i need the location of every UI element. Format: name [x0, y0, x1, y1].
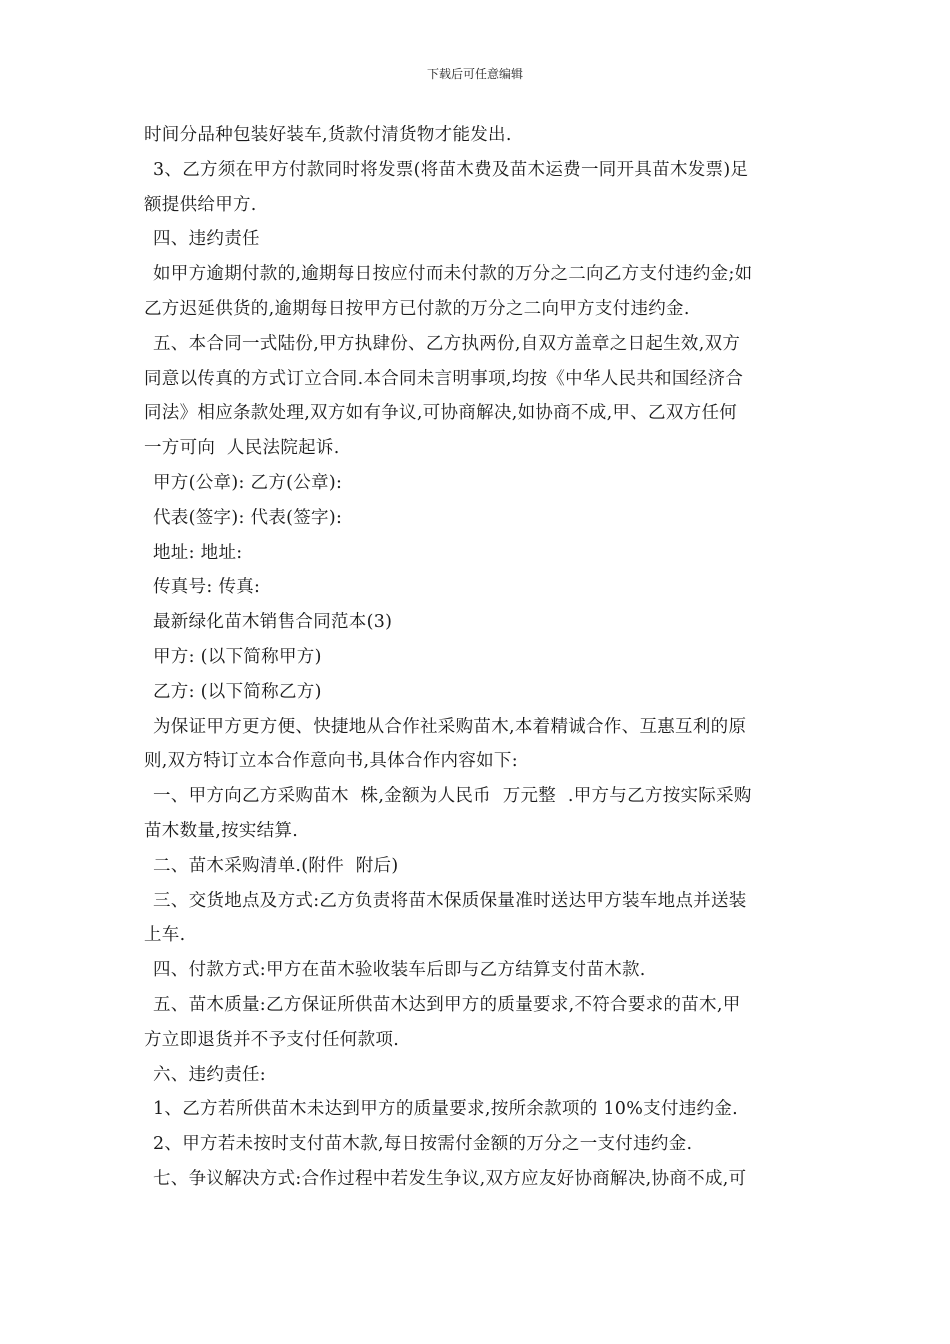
paragraph-line: 六、违约责任:	[153, 1064, 266, 1085]
paragraph-line: 五、本合同一式陆份,甲方执肆份、乙方执两份,自双方盖章之日起生效,双方	[153, 333, 741, 354]
paragraph-line: 乙方迟延供货的,逾期每日按甲方已付款的万分之二向甲方支付违约金.	[144, 298, 690, 319]
paragraph-line: 三、交货地点及方式:乙方负责将苗木保质保量准时送达甲方装车地点并送装	[153, 890, 747, 911]
paragraph-line: 一方可向 人民法院起诉.	[144, 438, 340, 459]
paragraph-line: 时间分品种包装好装车,货款付清货物才能发出.	[144, 125, 512, 145]
paragraph-line: 苗木数量,按实结算.	[144, 820, 299, 841]
paragraph-line: 上车.	[144, 925, 186, 946]
paragraph-line: 五、苗木质量:乙方保证所供苗木达到甲方的质量要求,不符合要求的苗木,甲	[153, 994, 741, 1015]
paragraph-line: 如甲方逾期付款的,逾期每日按应付而未付款的万分之二向乙方支付违约金;如	[153, 264, 753, 285]
paragraph-line: 2、甲方若未按时支付苗木款,每日按需付金额的万分之一支付违约金.	[153, 1134, 693, 1155]
paragraph-line: 则,双方特订立本合作意向书,具体合作内容如下:	[144, 751, 518, 772]
paragraph-line: 地址: 地址:	[153, 542, 243, 563]
paragraph-line: 乙方: (以下简称乙方)	[153, 681, 322, 702]
paragraph-line: 甲方(公章): 乙方(公章):	[153, 472, 343, 493]
paragraph-line: 四、违约责任	[153, 229, 260, 250]
paragraph-line: 同法》相应条款处理,双方如有争议,可协商解决,如协商不成,甲、乙双方任何	[144, 403, 738, 424]
paragraph-line: 七、争议解决方式:合作过程中若发生争议,双方应友好协商解决,协商不成,可	[153, 1168, 747, 1189]
paragraph-line: 甲方: (以下简称甲方)	[153, 646, 322, 667]
paragraph-line: 二、苗木采购清单.(附件 附后)	[153, 855, 399, 876]
paragraph-line: 代表(签字): 代表(签字):	[153, 507, 343, 528]
paragraph-line: 传真号: 传真:	[153, 577, 261, 598]
document-body	[144, 118, 814, 1197]
paragraph-line: 额提供给甲方.	[144, 194, 257, 215]
paragraph-line: 一、甲方向乙方采购苗木 株,金额为人民币 万元整 .甲方与乙方按实际采购	[153, 786, 752, 807]
paragraph-line: 1、乙方若所供苗木未达到甲方的质量要求,按所余款项的 10%支付违约金.	[153, 1099, 739, 1120]
paragraph-line: 3、乙方须在甲方付款同时将发票(将苗木费及苗木运费一同开具苗木发票)足	[153, 159, 749, 180]
paragraph-line: 四、付款方式:甲方在苗木验收装车后即与乙方结算支付苗木款.	[153, 960, 646, 981]
page-header: 下载后可任意编辑	[426, 67, 523, 81]
paragraph-line: 同意以传真的方式订立合同.本合同未言明事项,均按《中华人民共和国经济合	[144, 368, 744, 389]
paragraph-line: 为保证甲方更方便、快捷地从合作社采购苗木,本着精诚合作、互惠互利的原	[153, 716, 747, 737]
paragraph-line: 最新绿化苗木销售合同范本(3)	[153, 612, 393, 633]
paragraph-line: 方立即退货并不予支付任何款项.	[144, 1029, 400, 1050]
